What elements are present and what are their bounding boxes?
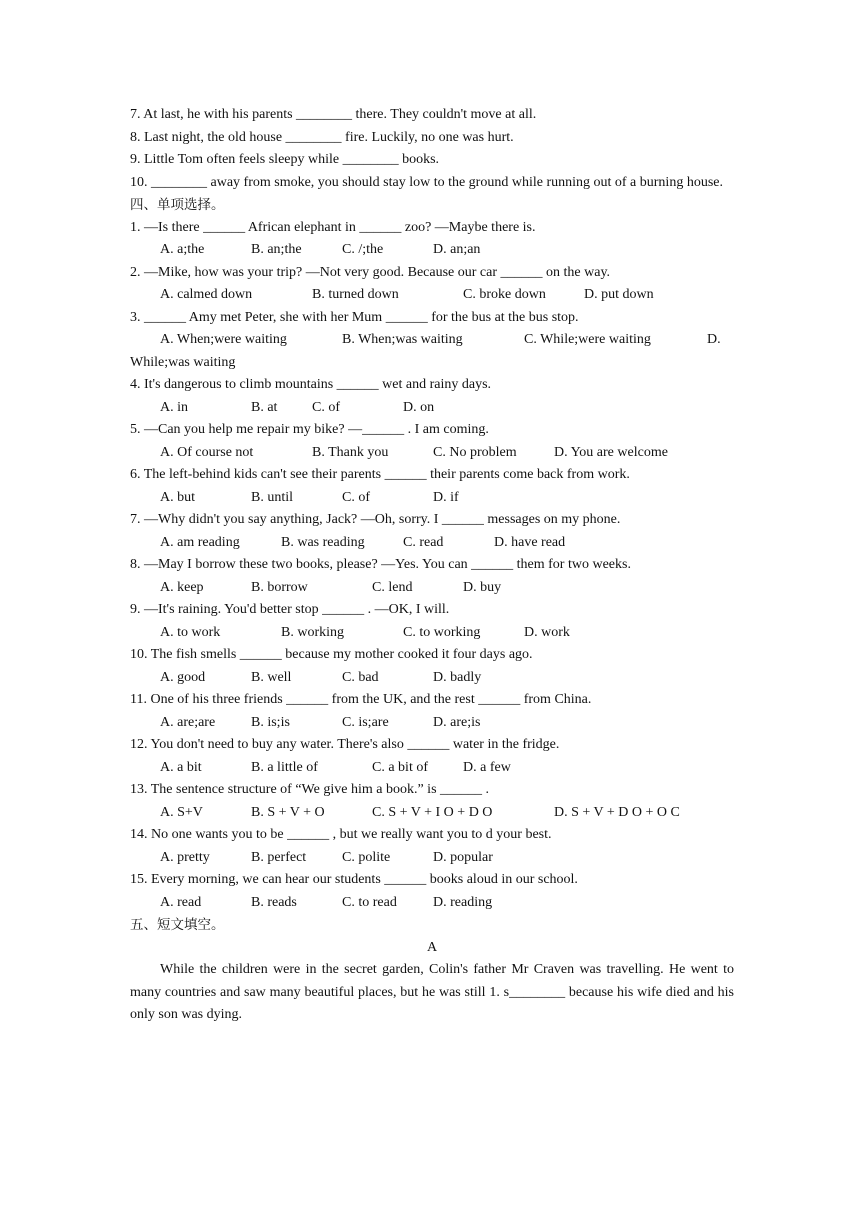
option-c[interactable]: C. /;the <box>342 242 384 257</box>
question-10-stem: 10. The fish smells ______ because my mother cooked it four days ago. <box>130 647 533 662</box>
option-a[interactable]: A. to work <box>160 624 221 640</box>
question-1-options <box>130 239 734 262</box>
question-3-option-d-wrap[interactable]: While;was waiting <box>130 354 236 370</box>
option-b[interactable]: B. S + V + O <box>251 804 325 820</box>
option-b[interactable]: B. working <box>281 624 344 640</box>
option-d[interactable]: D. work <box>524 624 570 640</box>
question-8-stem: 8. —May I borrow these two books, please? —Yes. You can ______ them for two weeks. <box>130 557 631 572</box>
option-b[interactable]: B. Thank you <box>312 444 389 460</box>
option-c[interactable]: C. bad <box>342 669 379 685</box>
option-d[interactable]: D. badly <box>433 669 482 685</box>
question-9-options <box>130 622 734 645</box>
question-13-stem: 13. The sentence structure of “We give him a book.” is ______ . <box>130 782 490 797</box>
section-4-title: 四、单项选择。 <box>130 197 225 213</box>
option-d[interactable]: D. have read <box>494 534 566 550</box>
option-b[interactable]: B. a little of <box>251 759 318 775</box>
section-5-title: 五、短文填空。 <box>130 917 225 933</box>
option-a[interactable]: A. but <box>160 489 195 505</box>
passage-text: While the children were in the secret garden, Colin's father Mr Craven was travelling. He went to many countries and saw many beautiful places, but he was still 1. s________ because his wife died and his only son was dying. <box>130 962 734 1022</box>
option-a[interactable]: A. a bit <box>160 759 202 775</box>
question-5-options <box>130 442 734 465</box>
question-15-options <box>130 892 734 915</box>
worksheet-page <box>130 104 734 1027</box>
question-4-stem: 4. It's dangerous to climb mountains ______ wet and rainy days. <box>130 377 492 392</box>
option-c[interactable]: C. a bit of <box>372 759 428 775</box>
question-11-stem: 11. One of his three friends ______ from the UK, and the rest ______ from China. <box>130 692 592 707</box>
option-c[interactable]: C. broke down <box>463 287 546 302</box>
option-a[interactable]: A. a;the <box>160 242 205 257</box>
question-1-stem: 1. —Is there ______ African elephant in ______ zoo? —Maybe there is. <box>130 219 536 235</box>
option-d[interactable]: D. popular <box>433 849 493 865</box>
question-6-stem: 6. The left-behind kids can't see their parents ______ their parents come back from work. <box>130 467 630 482</box>
option-c[interactable]: C. is;are <box>342 714 389 730</box>
question-14-stem: 14. No one wants you to be ______ , but we really want you to d your best. <box>130 827 552 842</box>
question-12-stem: 12. You don't need to buy any water. There's also ______ water in the fridge. <box>130 737 560 752</box>
option-a[interactable]: A. pretty <box>160 849 210 865</box>
passage-label: A <box>426 939 438 955</box>
question-10-options <box>130 667 734 690</box>
option-a[interactable]: A. Of course not <box>160 444 254 460</box>
question-2-stem: 2. —Mike, how was your trip? —Not very good. Because our car ______ on the way. <box>130 264 611 280</box>
option-c[interactable]: C. No problem <box>433 444 517 460</box>
option-b[interactable]: B. borrow <box>251 579 308 595</box>
option-d[interactable]: D. a few <box>463 759 511 775</box>
option-d[interactable]: D. are;is <box>433 714 481 730</box>
option-c[interactable]: C. read <box>403 534 444 550</box>
question-7-options <box>130 532 734 555</box>
option-a[interactable]: A. S+V <box>160 804 203 820</box>
option-b[interactable]: B. perfect <box>251 849 307 865</box>
question-8-options <box>130 577 734 600</box>
question-7-stem: 7. —Why didn't you say anything, Jack? —Oh, sorry. I ______ messages on my phone. <box>130 512 621 527</box>
question-14-options <box>130 847 734 870</box>
option-d[interactable]: D. on <box>403 399 435 415</box>
option-b[interactable]: B. at <box>251 399 278 415</box>
option-b[interactable]: B. is;is <box>251 714 290 730</box>
option-c[interactable]: C. S + V + I O + D O <box>372 804 493 820</box>
option-c[interactable]: C. of <box>312 399 340 415</box>
question-12-options <box>130 757 734 780</box>
fill-item-8: 8. Last night, the old house ________ fire. Luckily, no one was hurt. <box>130 129 514 145</box>
option-b[interactable]: B. an;the <box>251 242 302 257</box>
question-15-stem: 15. Every morning, we can hear our students ______ books aloud in our school. <box>130 872 578 887</box>
option-a[interactable]: A. calmed down <box>160 287 253 302</box>
option-d[interactable]: D. reading <box>433 894 493 910</box>
option-a[interactable]: A. in <box>160 399 188 415</box>
question-2-options <box>130 284 734 307</box>
fill-item-7: 7. At last, he with his parents ________ there. They couldn't move at all. <box>130 107 537 122</box>
option-a[interactable]: A. When;were waiting <box>160 332 287 347</box>
option-b[interactable]: B. turned down <box>312 287 399 302</box>
option-d[interactable]: D. buy <box>463 579 502 595</box>
option-b[interactable]: B. until <box>251 489 294 505</box>
option-c[interactable]: C. polite <box>342 849 391 865</box>
question-3-options <box>130 329 734 352</box>
option-a[interactable]: A. are;are <box>160 714 216 730</box>
option-b[interactable]: B. was reading <box>281 534 365 550</box>
option-c[interactable]: C. of <box>342 489 370 505</box>
option-c[interactable]: C. to working <box>403 624 481 640</box>
option-c[interactable]: C. lend <box>372 579 413 595</box>
question-11-options <box>130 712 734 735</box>
option-d[interactable]: D. an;an <box>433 242 481 257</box>
option-b[interactable]: B. well <box>251 669 292 685</box>
option-d[interactable]: D. S + V + D O + O C <box>554 804 680 820</box>
option-d[interactable]: D. <box>707 332 721 347</box>
option-b[interactable]: B. reads <box>251 894 297 910</box>
option-a[interactable]: A. keep <box>160 579 204 595</box>
question-3-stem: 3. ______ Amy met Peter, she with her Mum ______ for the bus at the bus stop. <box>130 309 579 325</box>
multiple-choice-list <box>130 217 734 915</box>
option-c[interactable]: C. While;were waiting <box>524 332 651 347</box>
question-9-stem: 9. —It's raining. You'd better stop ______ . —OK, I will. <box>130 602 450 617</box>
question-13-options <box>130 802 734 825</box>
option-b[interactable]: B. When;was waiting <box>342 332 463 347</box>
fill-item-10: 10. ________ away from smoke, you should stay low to the ground while running out of a burning house. <box>130 174 723 190</box>
option-d[interactable]: D. if <box>433 489 459 505</box>
fill-item-9: 9. Little Tom often feels sleepy while ________ books. <box>130 152 440 167</box>
option-a[interactable]: A. good <box>160 669 206 685</box>
question-6-options <box>130 487 734 510</box>
option-c[interactable]: C. to read <box>342 894 397 910</box>
option-a[interactable]: A. am reading <box>160 534 240 550</box>
option-d[interactable]: D. You are welcome <box>554 444 668 460</box>
option-d[interactable]: D. put down <box>584 287 654 302</box>
option-a[interactable]: A. read <box>160 894 202 910</box>
question-4-options <box>130 397 734 420</box>
question-5-stem: 5. —Can you help me repair my bike? —______ . I am coming. <box>130 422 489 437</box>
